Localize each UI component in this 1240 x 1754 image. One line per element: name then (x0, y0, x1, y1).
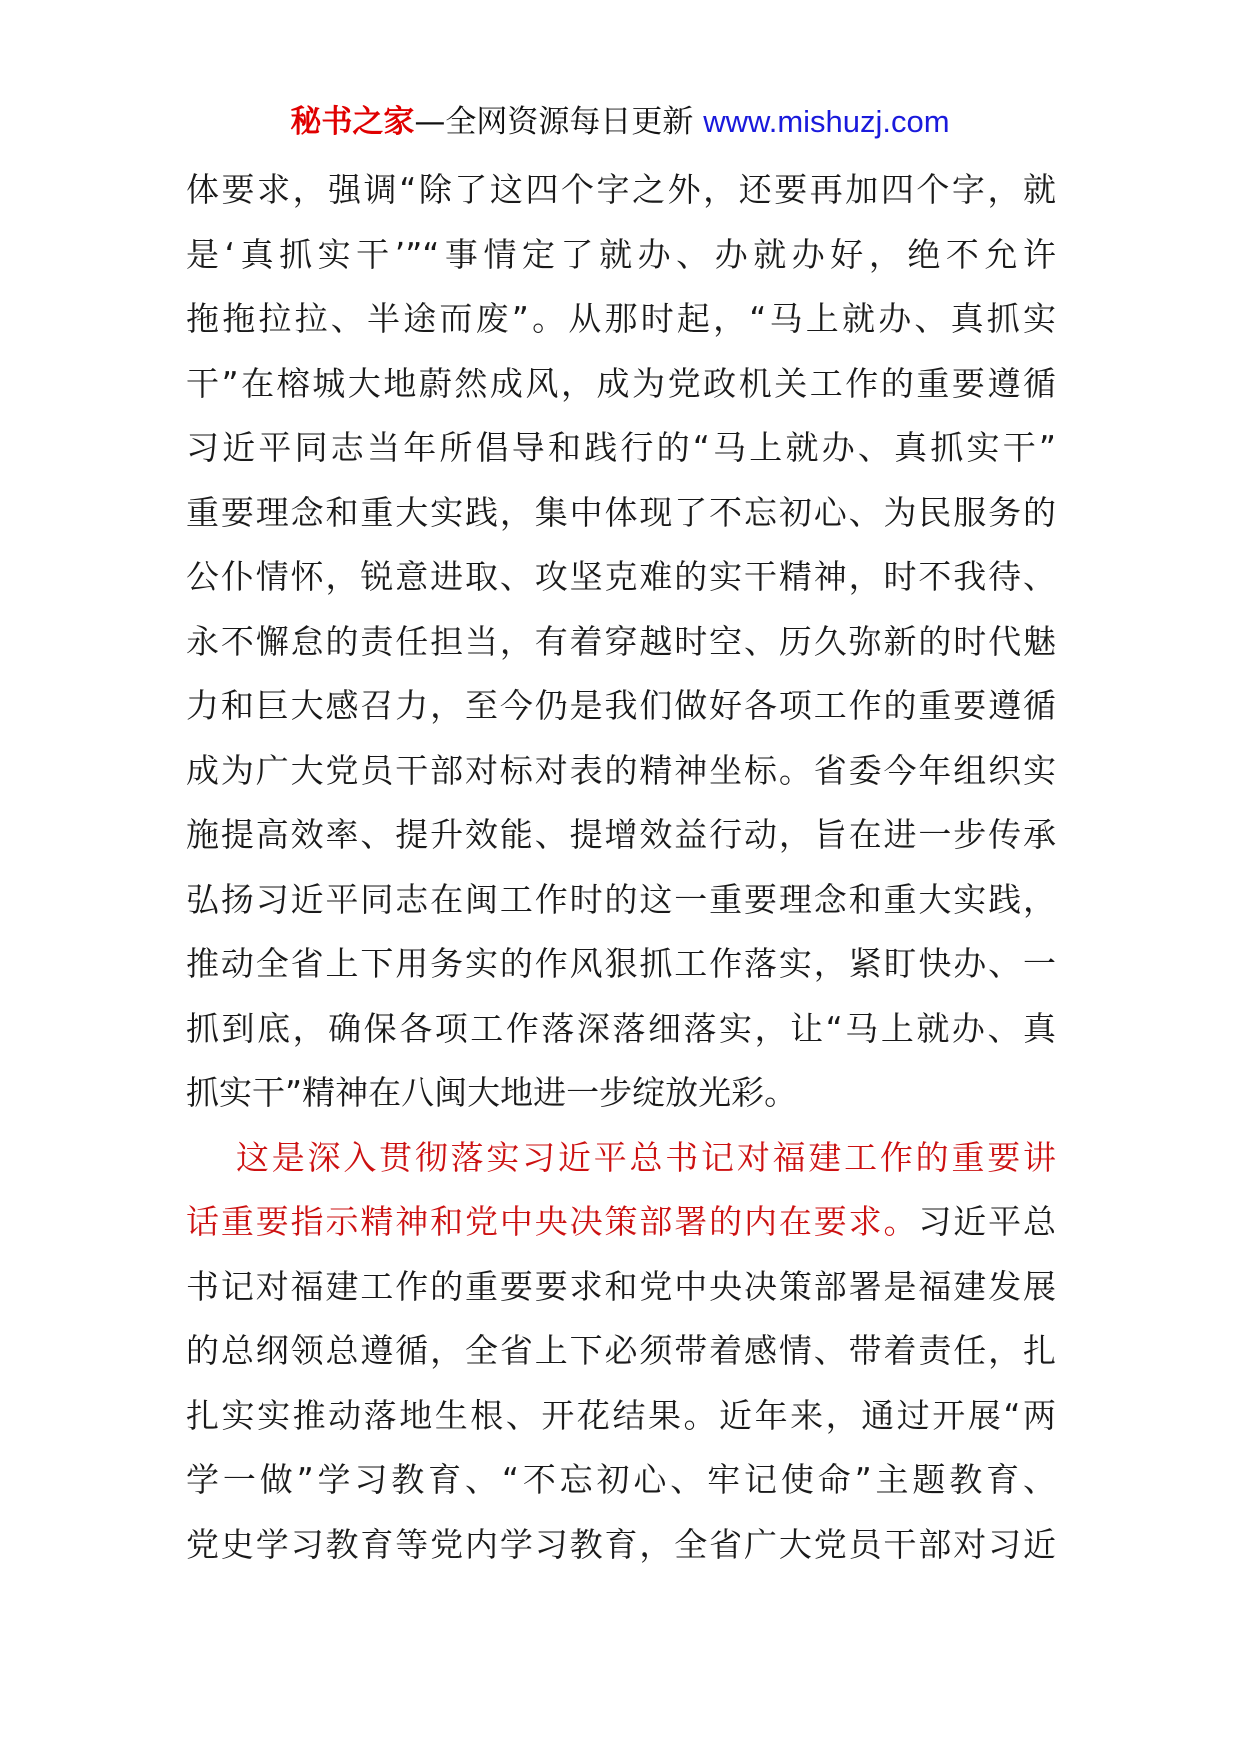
paragraph-1 (186, 158, 1056, 1126)
text-line: 扎实实推动落地生根、开花结果。近年来，通过开展“两 (186, 1395, 1056, 1435)
text-line: 重要理念和重大实践，集中体现了不忘初心、为民服务的 (186, 492, 1056, 532)
text-line: 成为广大党员干部对标对表的精神坐标。省委今年组织实 (186, 750, 1056, 790)
text-line: 力和巨大感召力，至今仍是我们做好各项工作的重要遵循 (186, 686, 1056, 725)
document-body (186, 158, 1056, 1577)
text-line: 抓实干”精神在八闽大地进一步绽放光彩。 (186, 1073, 798, 1112)
text-run: 习近平总 (918, 1202, 1056, 1241)
page-header (0, 100, 1240, 144)
brand-name: 秘书之家 (290, 104, 415, 140)
text-line: 推动全省上下用务实的作风狠抓工作落实，紧盯快办、一 (186, 944, 1056, 983)
text-line: 抓到底，确保各项工作落深落细落实，让“马上就办、真 (186, 1008, 1056, 1048)
text-line: 干”在榕城大地蔚然成风，成为党政机关工作的重要遵循 (186, 363, 1056, 403)
highlight-line: 这是深入贯彻落实习近平总书记对福建工作的重要讲 (236, 1137, 1056, 1177)
text-line: 学一做”学习教育、“不忘初心、牢记使命”主题教育、 (186, 1460, 1056, 1499)
text-line: 施提高效率、提升效能、提增效益行动，旨在进一步传承 (186, 815, 1056, 854)
text-line: 的总纲领总遵循，全省上下必须带着感情、带着责任，扎 (186, 1331, 1056, 1370)
text-line: 习近平同志当年所倡导和践行的“马上就办、真抓实干” (186, 428, 1056, 467)
paragraph-2 (186, 1126, 1056, 1578)
text-line: 拖拖拉拉、半途而废”。从那时起，“马上就办、真抓实 (186, 299, 1056, 338)
text-line: 党史学习教育等党内学习教育，全省广大党员干部对习近 (186, 1524, 1056, 1564)
text-line: 是‘真抓实干’”“事情定了就办、办就办好，绝不允许 (186, 234, 1056, 274)
site-link[interactable]: www.mishuzj.com (703, 104, 950, 139)
header-tagline: —全网资源每日更新 (414, 104, 694, 140)
text-line: 弘扬习近平同志在闽工作时的这一重要理念和重大实践， (186, 879, 1056, 919)
text-line: 永不懈怠的责任担当，有着穿越时空、历久弥新的时代魅 (186, 621, 1056, 661)
text-line: 体要求，强调“除了这四个字之外，还要再加四个字，就 (186, 170, 1056, 209)
highlight-text: 话重要指示精神和党中央决策部署的内在要求。 (186, 1202, 919, 1241)
text-line: 公仆情怀，锐意进取、攻坚克难的实干精神，时不我待、 (186, 557, 1056, 596)
mixed-line (186, 1190, 1056, 1255)
text-line: 书记对福建工作的重要要求和党中央决策部署是福建发展 (186, 1266, 1056, 1306)
